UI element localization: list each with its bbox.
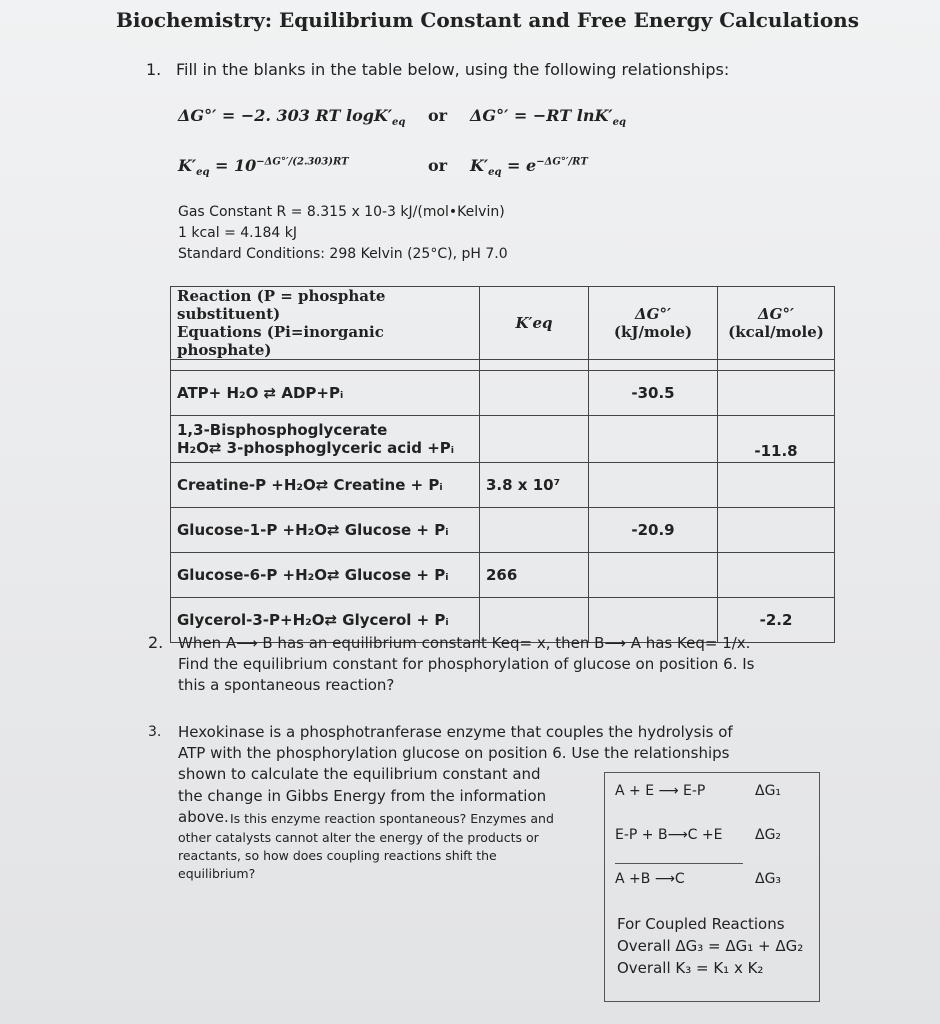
box-dg-1: ΔG₁ bbox=[755, 783, 782, 799]
kcal-conversion: 1 kcal = 4.184 kJ bbox=[178, 225, 298, 241]
cell-dg-kcal[interactable] bbox=[718, 508, 835, 553]
cell-dg-kcal[interactable] bbox=[718, 463, 835, 508]
cell-keq[interactable] bbox=[480, 371, 589, 416]
data-table bbox=[170, 286, 835, 643]
cell-reaction: Glucose-6-P +H₂O⇄ Glucose + Pᵢ bbox=[171, 553, 480, 598]
cell-reaction: Glycerol-3-P+H₂O⇄ Glycerol + Pᵢ bbox=[171, 598, 480, 643]
cell-dg-kcal[interactable] bbox=[718, 371, 835, 416]
table-header-row bbox=[171, 287, 835, 360]
cell-dg-kcal[interactable]: -2.2 bbox=[718, 598, 835, 643]
q3-line-4: the change in Gibbs Energy from the information bbox=[178, 787, 547, 805]
cell-reaction: Glucose-1-P +H₂O⇄ Glucose + Pᵢ bbox=[171, 508, 480, 553]
q3-small-2: other catalysts cannot alter the energy of the products or bbox=[178, 830, 539, 845]
q3-number: 3. bbox=[148, 724, 162, 740]
cell-keq[interactable]: 266 bbox=[480, 553, 589, 598]
cell-reaction: ATP+ H₂O ⇄ ADP+Pᵢ bbox=[171, 371, 480, 416]
box-reaction-3: A +B ⟶C bbox=[615, 871, 685, 887]
cell-keq[interactable] bbox=[480, 508, 589, 553]
q3-line-3: shown to calculate the equilibrium constant and bbox=[178, 765, 541, 783]
cell-dg-kcal[interactable] bbox=[718, 553, 835, 598]
table-row bbox=[171, 416, 835, 463]
gas-constant: Gas Constant R = 8.315 x 10-3 kJ/(mol•Kelvin) bbox=[178, 204, 505, 220]
cell-reaction: Creatine-P +H₂O⇄ Creatine + Pᵢ bbox=[171, 463, 480, 508]
header-keq: K′eq bbox=[480, 287, 589, 360]
q2-line-2: Find the equilibrium constant for phosphorylation of glucose on position 6. Is bbox=[178, 655, 755, 673]
q2-line-3: this a spontaneous reaction? bbox=[178, 676, 395, 694]
formula-dg-ln: ΔG°′ = −RT $\ln K'_{eq}$ bbox=[470, 106, 626, 129]
q1-number: 1. bbox=[146, 60, 162, 79]
table-row bbox=[171, 553, 835, 598]
cell-dg-kj[interactable] bbox=[589, 553, 718, 598]
q2-number: 2. bbox=[148, 633, 164, 652]
table-row bbox=[171, 463, 835, 508]
box-coupled-dg: Overall ΔG₃ = ΔG₁ + ΔG₂ bbox=[617, 937, 804, 955]
q2-line-1: When A⟶ B has an equilibrium constant Keq= x, then B⟶ A has Keq= 1/x. bbox=[178, 634, 751, 652]
table-row bbox=[171, 371, 835, 416]
cell-keq[interactable] bbox=[480, 416, 589, 463]
cell-dg-kcal[interactable]: -11.8 bbox=[718, 416, 835, 463]
cell-dg-kj[interactable] bbox=[589, 416, 718, 463]
cell-dg-kj[interactable]: -20.9 bbox=[589, 508, 718, 553]
table-gap bbox=[171, 360, 835, 371]
box-dg-2: ΔG₂ bbox=[755, 827, 782, 843]
q3-small-1: Is this enzyme reaction spontaneous? Enzymes and bbox=[230, 811, 554, 826]
table-row bbox=[171, 508, 835, 553]
q3-line-1: Hexokinase is a phosphotranferase enzyme that couples the hydrolysis of bbox=[178, 723, 733, 741]
cell-reaction: 1,3-Bisphosphoglycerate H₂O⇄ 3-phosphoglyceric acid +Pᵢ bbox=[171, 416, 480, 463]
cell-keq[interactable]: 3.8 x 10⁷ bbox=[480, 463, 589, 508]
box-coupled-title: For Coupled Reactions bbox=[617, 915, 785, 933]
box-divider bbox=[615, 863, 743, 864]
box-reaction-1: A + E ⟶ E-P bbox=[615, 783, 706, 799]
formula-dg-log: ΔG°′ = −2. 303 RT $\log K'_{eq}$ bbox=[178, 106, 406, 129]
header-dg-kj: ΔG°′ (kJ/mole) bbox=[589, 287, 718, 360]
box-coupled-k: Overall K₃ = K₁ x K₂ bbox=[617, 959, 764, 977]
formula-keq-10: $K'_{eq} = 10^{-\Delta G^\circ'/(2.303)RT}$ bbox=[178, 156, 349, 179]
coupled-reactions-box bbox=[604, 772, 820, 1002]
cell-dg-kj[interactable]: -30.5 bbox=[589, 371, 718, 416]
box-dg-3: ΔG₃ bbox=[755, 871, 782, 887]
header-reaction: Reaction (P = phosphate substituent) Equations (Pi=inorganic phosphate) bbox=[171, 287, 480, 360]
q1-text: Fill in the blanks in the table below, using the following relationships: bbox=[176, 60, 730, 79]
q3-small-3: reactants, so how does coupling reactions shift the bbox=[178, 848, 497, 863]
page-title: Biochemistry: Equilibrium Constant and Free Energy Calculations bbox=[116, 8, 859, 32]
q3-line-5: above. bbox=[178, 808, 229, 826]
q3-small-4: equilibrium? bbox=[178, 866, 256, 881]
q3-line-2: ATP with the phosphorylation glucose on position 6. Use the relationships bbox=[178, 744, 730, 762]
header-dg-kcal: ΔG°′ (kcal/mole) bbox=[718, 287, 835, 360]
formula-keq-e: $K'_{eq} = e^{-\Delta G^\circ'/RT}$ bbox=[470, 156, 588, 179]
cell-dg-kj[interactable] bbox=[589, 463, 718, 508]
box-reaction-2: E-P + B⟶C +E bbox=[615, 827, 723, 843]
or-label-2: or bbox=[428, 156, 448, 175]
standard-conditions: Standard Conditions: 298 Kelvin (25°C), pH 7.0 bbox=[178, 246, 508, 262]
or-label-1: or bbox=[428, 106, 448, 125]
